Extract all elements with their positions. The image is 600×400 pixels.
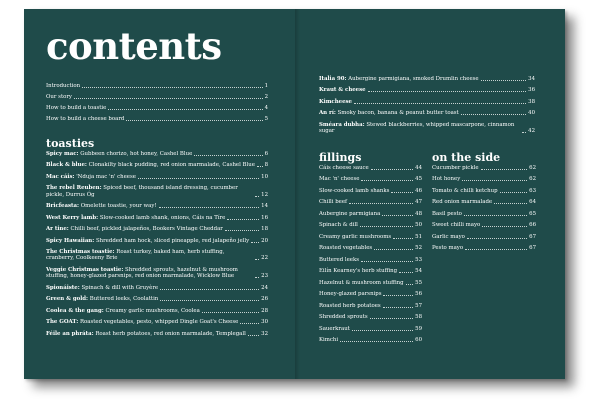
- page-number: 50: [415, 222, 422, 229]
- fillings-column: [319, 150, 422, 349]
- book-gutter: [295, 9, 301, 379]
- dot-leader: [82, 87, 262, 88]
- entry-title: Kimcheese: [319, 98, 352, 105]
- entry-text: [46, 215, 225, 221]
- entry-description: Creamy garlic mushrooms, Coolea: [105, 307, 200, 314]
- entry-text: Sauerkraut: [319, 325, 350, 332]
- dot-leader: [522, 132, 526, 133]
- page-number: 28: [261, 307, 268, 314]
- entry-text: [46, 331, 246, 337]
- dot-leader: [462, 180, 527, 181]
- toc-entry: [432, 176, 536, 182]
- toc-entry: [319, 76, 535, 82]
- right-top-column: [319, 76, 535, 140]
- entry-text: [46, 203, 157, 209]
- page-number: 55: [415, 279, 422, 286]
- page-number: 34: [528, 76, 535, 82]
- entry-text: [46, 319, 238, 325]
- page-number: 67: [529, 233, 536, 240]
- dot-leader: [138, 178, 259, 179]
- page-number: 62: [529, 165, 536, 171]
- entry-text: [46, 151, 192, 157]
- toc-entry: [432, 165, 536, 171]
- entry-title: Bricfeasta:: [46, 203, 79, 210]
- page-number: 52: [415, 245, 422, 252]
- page-number: 47: [415, 199, 422, 206]
- toc-entry: [432, 222, 536, 228]
- toc-entry: [46, 285, 268, 291]
- dot-leader: [340, 341, 413, 342]
- page-number: 2: [264, 93, 268, 100]
- page-number: 54: [415, 268, 422, 275]
- entry-text: Cáis cheese sauce: [319, 165, 369, 171]
- page-number: 63: [529, 187, 536, 194]
- page-number: 26: [261, 296, 268, 303]
- toc-entry: [46, 226, 268, 232]
- toc-entry: [319, 245, 422, 251]
- page-number: 62: [529, 176, 536, 183]
- toc-entry: [319, 199, 422, 205]
- entry-text: Sweet chilli mayo: [432, 222, 481, 229]
- toc-entry: [319, 99, 535, 105]
- toc-entry: [46, 185, 268, 198]
- entry-description: Shredded sprouts, hazelnut & mushroom stuffing, honey-glazed parsnips, red onion marmalade, Wicklow Blue: [46, 266, 238, 280]
- toasties-list-continued: [319, 76, 535, 135]
- left-column: [46, 83, 268, 342]
- entry-title: Italia 90:: [319, 76, 347, 82]
- dot-leader: [481, 80, 527, 81]
- page-number: 60: [415, 337, 422, 344]
- dot-leader: [374, 249, 413, 250]
- toc-entry: [432, 199, 536, 205]
- entry-text: Kimchi: [319, 337, 339, 344]
- toc-entry: [319, 211, 422, 217]
- entry-text: [46, 285, 158, 291]
- toc-entry: [46, 308, 268, 314]
- page-number: 36: [528, 87, 535, 94]
- page-number: 14: [261, 203, 268, 210]
- dot-leader: [255, 196, 259, 197]
- entry-description: Gubbeen chorizo, hot honey, Cashel Blue: [80, 150, 193, 157]
- dot-leader: [160, 289, 259, 290]
- page-number: 24: [261, 284, 268, 291]
- dot-leader: [255, 259, 259, 260]
- entry-text: [46, 226, 223, 232]
- dot-leader: [406, 284, 414, 285]
- dot-leader: [393, 238, 413, 239]
- page-number: 22: [261, 255, 268, 262]
- toc-entry: [432, 188, 536, 194]
- page-title: contents: [46, 24, 222, 68]
- toc-entry: [46, 162, 268, 168]
- toc-entry: [432, 211, 536, 217]
- dot-leader: [391, 192, 413, 193]
- entry-text: [319, 110, 459, 116]
- toc-entry: [46, 267, 268, 280]
- entry-text: [319, 76, 479, 82]
- intro-list: [46, 83, 268, 122]
- page-number: 12: [261, 191, 268, 198]
- entry-description: Clonakilty black pudding, red onion marmalade, Cashel Blue: [88, 162, 255, 169]
- page-number: 20: [261, 237, 268, 244]
- section-title-fillings: fillings: [319, 151, 362, 164]
- dot-leader: [251, 242, 259, 243]
- entry-description: Slow-cooked lamb shank, onions, Cáis na Tíre: [99, 214, 226, 221]
- toc-entry: [319, 110, 535, 116]
- entry-text: How to build a toastie: [46, 104, 107, 111]
- entry-title: West Kerry lamb:: [46, 214, 99, 221]
- entry-description: Roasted vegetables, pesto, whipped Dingle Goat's Cheese: [79, 319, 239, 326]
- entry-title: Coolea & the gang:: [46, 307, 104, 314]
- page-number: 45: [415, 176, 422, 183]
- entry-title: Black & blue:: [46, 162, 87, 169]
- toc-entry: [46, 94, 268, 100]
- section-title-on-the-side: on the side: [432, 151, 501, 164]
- page-number: 30: [261, 319, 268, 326]
- entry-description: 'Nduja mac 'n' cheese: [76, 173, 136, 180]
- dot-leader: [361, 261, 413, 262]
- dot-leader: [368, 91, 527, 92]
- dot-leader: [194, 155, 262, 156]
- entry-title: The rebel Reuben:: [46, 185, 102, 192]
- toc-entry: [319, 122, 535, 135]
- entry-text: [319, 122, 520, 135]
- dot-leader: [382, 215, 413, 216]
- entry-description: Aubergine parmigiana, smoked Drumlin cheese: [348, 76, 479, 82]
- dot-leader: [159, 207, 260, 208]
- page-number: 4: [264, 104, 268, 111]
- entry-text: Cucumber pickle: [432, 165, 479, 171]
- toc-entry: [432, 245, 536, 251]
- fillings-list: [319, 165, 422, 344]
- page-number: 5: [264, 115, 268, 122]
- entry-text: Pesto mayo: [432, 245, 464, 252]
- entry-text: Hot honey: [432, 176, 461, 183]
- entry-text: [46, 162, 255, 168]
- entry-title: The Christmas toastie:: [46, 249, 115, 256]
- toc-entry: [46, 249, 268, 262]
- page-number: 57: [415, 302, 422, 309]
- entry-text: Slow-cooked lamb shanks: [319, 187, 390, 194]
- entry-text: Mac 'n' cheese: [319, 176, 360, 183]
- dot-leader: [74, 98, 263, 99]
- entry-text: [46, 174, 136, 180]
- entry-text: Spinach & dill: [319, 222, 358, 229]
- toc-entry: [46, 331, 268, 337]
- toc-entry: [319, 314, 422, 320]
- entry-text: How to build a cheese board: [46, 115, 125, 122]
- dot-leader: [160, 300, 259, 301]
- entry-text: Tomato & chilli ketchup: [432, 187, 498, 194]
- page-number: 42: [528, 128, 535, 135]
- toc-entry: [319, 87, 535, 93]
- toc-entry: [46, 296, 268, 302]
- dot-leader: [371, 169, 413, 170]
- page-number: 18: [261, 226, 268, 233]
- entry-text: Basil pesto: [432, 210, 462, 217]
- toasties-list: [46, 151, 268, 337]
- toc-entry: [46, 174, 268, 180]
- page-number: 59: [415, 325, 422, 332]
- dot-leader: [481, 169, 528, 170]
- toc-entry: [319, 280, 422, 286]
- entry-description: Roast turkey, baked ham, herb stuffing, cranberry, Coolkeeny Brie: [46, 249, 225, 262]
- page-number: 48: [415, 210, 422, 217]
- dot-leader: [482, 226, 527, 227]
- entry-title: Kraut & cheese: [319, 87, 366, 94]
- entry-text: Introduction: [46, 83, 81, 89]
- entry-description: Smoky bacon, banana & peanut butter toast: [337, 110, 459, 117]
- dot-leader: [354, 103, 526, 104]
- entry-text: Red onion marmalade: [432, 199, 493, 206]
- page-number: 40: [528, 110, 535, 117]
- page-number: 65: [529, 210, 536, 217]
- entry-description: Buttered leeks, Coolattin: [89, 296, 159, 303]
- entry-text: Honey-glazed parsnips: [319, 291, 382, 298]
- entry-text: Buttered leeks: [319, 256, 360, 263]
- entry-text: [46, 249, 253, 262]
- dot-leader: [383, 307, 413, 308]
- toc-entry: [319, 337, 422, 343]
- page-number: 66: [529, 222, 536, 229]
- entry-title: The GOAT:: [46, 319, 79, 326]
- entry-title: Green & gold:: [46, 296, 89, 303]
- dot-leader: [399, 272, 413, 273]
- entry-description: Chilli beef, pickled jalapeños, Bookers Vintage Cheddar: [70, 226, 223, 233]
- entry-text: Aubergine parmigiana: [319, 210, 381, 217]
- entry-text: [46, 185, 253, 198]
- entry-text: [46, 308, 200, 314]
- entry-text: [46, 238, 249, 244]
- page-number: 58: [415, 314, 422, 321]
- entry-text: [319, 99, 352, 105]
- toc-entry: [319, 326, 422, 332]
- page-number: 8: [264, 162, 268, 169]
- entry-text: Creamy garlic mushrooms: [319, 233, 392, 240]
- page-number: 51: [415, 233, 422, 240]
- entry-text: [46, 296, 158, 302]
- dot-leader: [240, 323, 259, 324]
- entry-description: Spiced beef, thousand island dressing, cucumber pickle, Durrus Óg: [46, 185, 238, 198]
- page-number: 53: [415, 256, 422, 263]
- dot-leader: [467, 238, 527, 239]
- entry-title: Sméara dubha:: [319, 121, 365, 128]
- dot-leader: [360, 226, 413, 227]
- entry-text: Roasted vegetables: [319, 245, 373, 252]
- page-number: 23: [261, 273, 268, 280]
- dot-leader: [349, 203, 413, 204]
- entry-text: Our story: [46, 93, 72, 100]
- entry-text: Eilín Kearney's herb stuffing: [319, 268, 398, 275]
- toc-entry: [46, 238, 268, 244]
- dot-leader: [465, 249, 527, 250]
- page-number: 56: [415, 291, 422, 298]
- entry-description: Shredded ham hock, sliced pineapple, red jalapeño jelly: [95, 237, 250, 244]
- dot-leader: [108, 109, 262, 110]
- toc-entry: [46, 215, 268, 221]
- entry-title: Veggie Christmas toastie:: [46, 266, 124, 273]
- toc-entry: [319, 291, 422, 297]
- entry-text: [319, 87, 366, 93]
- dot-leader: [461, 114, 526, 115]
- dot-leader: [257, 166, 263, 167]
- dot-leader: [500, 192, 528, 193]
- dot-leader: [227, 219, 259, 220]
- page-number: 16: [261, 214, 268, 221]
- entry-description: Roast herb potatoes, red onion marmalade, Templegall: [95, 330, 246, 337]
- page-number: 10: [261, 173, 268, 180]
- section-title-toasties: toasties: [46, 136, 95, 150]
- page-number: 32: [261, 330, 268, 337]
- toc-entry: [319, 234, 422, 240]
- dot-leader: [202, 312, 259, 313]
- entry-title: Spionáiste:: [46, 284, 80, 291]
- page-number: 6: [264, 150, 268, 157]
- toc-entry: [46, 151, 268, 157]
- entry-text: Shredded sprouts: [319, 314, 368, 321]
- dot-leader: [225, 230, 259, 231]
- dot-leader: [383, 295, 413, 296]
- on-the-side-column: [432, 150, 536, 257]
- toc-entry: [46, 105, 268, 111]
- entry-description: Omelette toastie, your way!: [80, 203, 157, 210]
- page-number: 38: [528, 98, 535, 105]
- entry-text: Hazelnut & mushroom stuffing: [319, 279, 404, 286]
- toc-entry: [319, 176, 422, 182]
- toc-entry: [319, 165, 422, 171]
- dot-leader: [361, 180, 413, 181]
- entry-title: Ar tine:: [46, 226, 69, 233]
- dot-leader: [255, 277, 259, 278]
- dot-leader: [494, 203, 527, 204]
- entry-title: Mac cáis:: [46, 173, 75, 180]
- dot-leader: [464, 215, 527, 216]
- dot-leader: [248, 335, 259, 336]
- page-number: 44: [415, 165, 422, 171]
- entry-text: Roasted herb potatoes: [319, 302, 381, 309]
- toc-entry: [319, 303, 422, 309]
- toc-entry: [319, 257, 422, 263]
- entry-text: Garlic mayo: [432, 233, 465, 240]
- page-number: 1: [264, 83, 268, 89]
- on-the-side-list: [432, 165, 536, 252]
- toc-entry: [46, 319, 268, 325]
- page-number: 67: [529, 245, 536, 252]
- toc-entry: [46, 203, 268, 209]
- toc-entry: [46, 116, 268, 122]
- dot-leader: [126, 120, 262, 121]
- entry-description: Spinach & dill with Gruyère: [81, 284, 159, 291]
- entry-title: Spicy mac:: [46, 150, 79, 157]
- dot-leader: [370, 318, 414, 319]
- entry-text: Chilli beef: [319, 199, 348, 206]
- entry-description: Stewed blackberries, whipped mascarpone, cinnamon sugar: [319, 121, 515, 135]
- entry-title: Féile an phráta:: [46, 330, 94, 337]
- dot-leader: [352, 330, 413, 331]
- toc-entry: [319, 268, 422, 274]
- page-number: 64: [529, 199, 536, 206]
- toc-entry: [319, 222, 422, 228]
- toc-entry: [432, 234, 536, 240]
- entry-title: Spicy Hawaiian:: [46, 237, 95, 244]
- toc-entry: [46, 83, 268, 89]
- entry-title: An rí:: [319, 110, 336, 117]
- toc-entry: [319, 188, 422, 194]
- entry-text: [46, 267, 253, 280]
- page-number: 46: [415, 187, 422, 194]
